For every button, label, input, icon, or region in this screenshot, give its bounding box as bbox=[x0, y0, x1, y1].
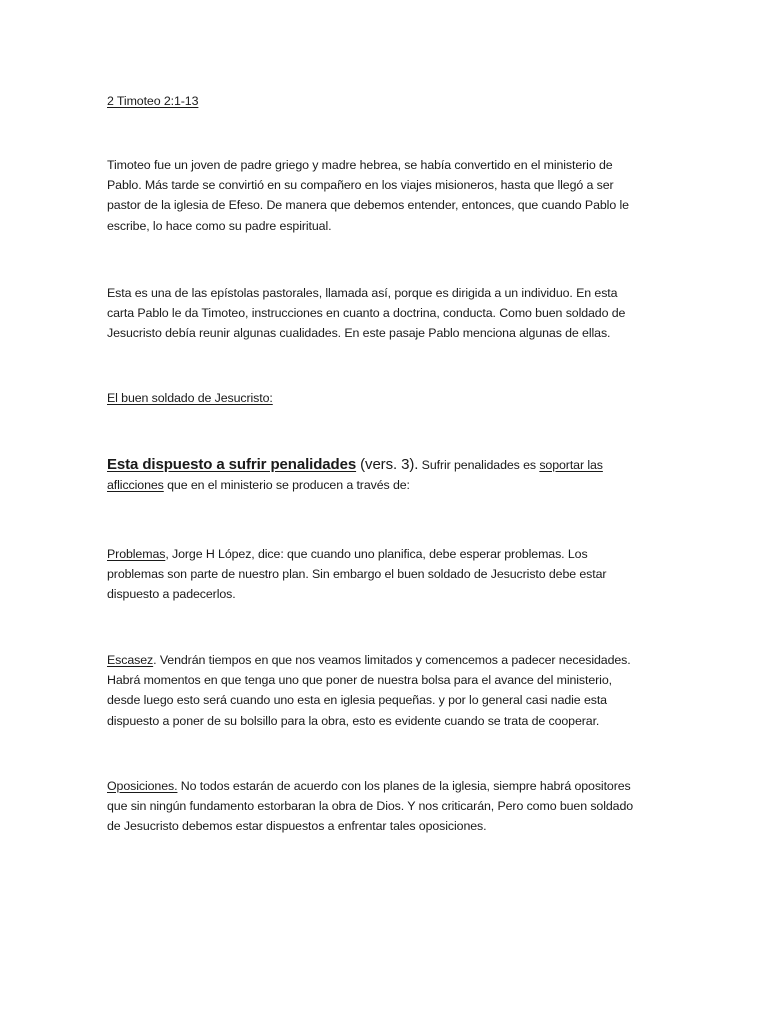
item-label: Oposiciones. bbox=[107, 779, 178, 793]
intro-paragraph: Timoteo fue un joven de padre griego y madre hebrea, se había convertido en el ministerio de Pablo. Más tarde se convirtió en su compañero en los viajes misioneros, hasta que llegó a ser pastor de la iglesia de Efeso. De manera que debemos entender, entonces, que cuando Pablo le escribe, lo hace como su padre espiritual. bbox=[107, 158, 629, 233]
item-label: Escasez bbox=[107, 653, 154, 667]
document-title bbox=[107, 91, 647, 111]
point-paragraph bbox=[107, 455, 647, 495]
item-label: Problemas bbox=[107, 547, 166, 561]
item-text: . Vendrán tiempos en que nos veamos limitados y comencemos a padecer necesidades. Habrá momentos en que tenga uno que poner de nuestra bolsa para el avance del ministerio, desde luego esto será cuando uno esta en iglesia pequeñas. y por lo general casi nadie esta dispuesto a poner de su bolsillo para la obra, esto es evidente cuando se trata de cooperar. bbox=[107, 653, 631, 728]
point-text-after: que en el ministerio se producen a través de: bbox=[163, 478, 410, 493]
item-text: No todos estarán de acuerdo con los planes de la iglesia, siempre habrá opositores que sin ningún fundamento estorbaran la obra de Dios. Y nos criticarán, Pero como buen soldado de Jesucristo debemos estar dispuestos a enfrentar tales oposiciones. bbox=[107, 779, 634, 834]
point-reference: (vers. 3). bbox=[356, 456, 419, 473]
section-heading bbox=[107, 388, 647, 408]
point-underlined-phrase: soportar las aflicciones bbox=[107, 458, 603, 493]
item-text: , Jorge H López, dice: que cuando uno planifica, debe esperar problemas. Los problemas son parte de nuestro plan. Sin embargo el buen soldado de Jesucristo debe estar dispuesto a padecerlos. bbox=[107, 547, 607, 602]
item-problemas bbox=[107, 544, 647, 605]
point-text-before: Sufrir penalidades es bbox=[418, 458, 540, 472]
second-paragraph: Esta es una de las epístolas pastorales, llamada así, porque es dirigida a un individuo. En esta carta Pablo le da Timoteo, instrucciones en cuanto a doctrina, conducta. Como buen soldado de Jesucristo debía reunir algunas cualidades. En este pasaje Pablo menciona algunas de ellas. bbox=[107, 286, 626, 341]
item-escasez bbox=[107, 650, 647, 731]
item-oposiciones bbox=[107, 776, 647, 837]
point-heading: Esta dispuesto a sufrir penalidades bbox=[107, 456, 357, 473]
title-text: 2 Timoteo 2:1-13 bbox=[107, 94, 199, 108]
section-heading-text: El buen soldado de Jesucristo: bbox=[107, 391, 273, 405]
